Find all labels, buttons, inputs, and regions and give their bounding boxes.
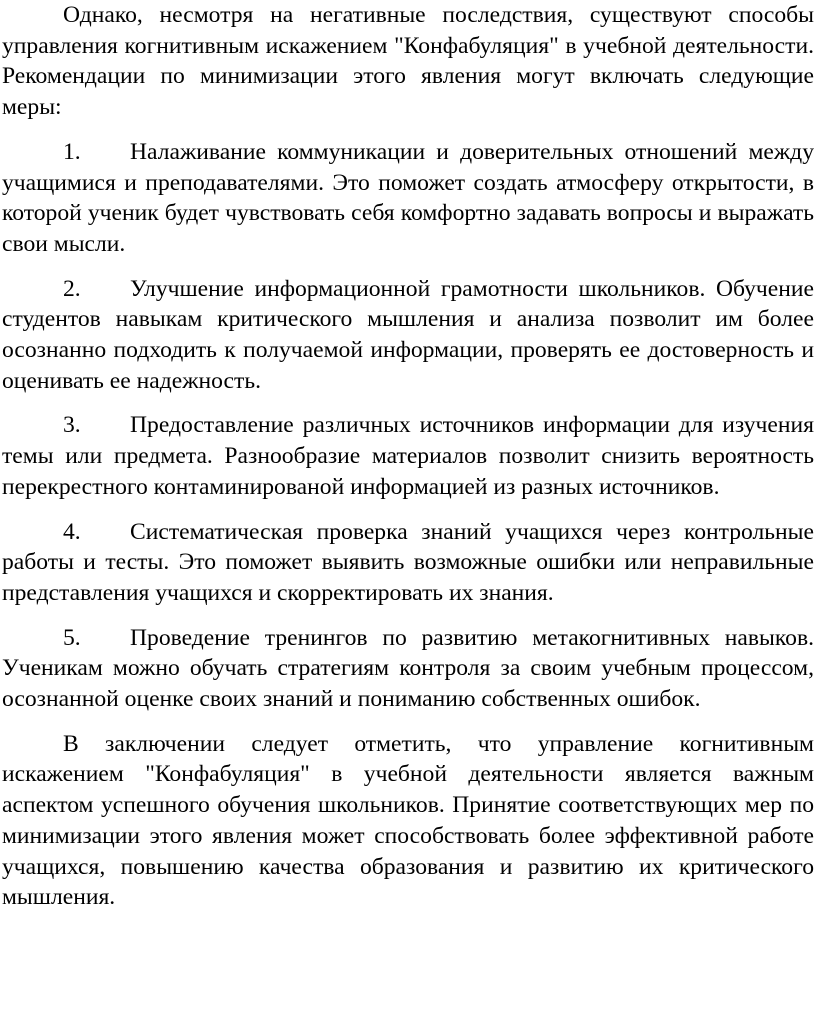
list-item-number: 3. [63, 412, 81, 439]
conclusion-paragraph: В заключении следует отметить, что управление когнитивным искажением "Конфабуляция" в учебной деятельности является важным аспектом успешного обучения школьников. Принятие соответствующих мер по минимизации этого явления может способствовать более эффективной работе учащихся, повышению качества образования и развитию их критического мышления. [2, 730, 814, 911]
list-item-3 [2, 410, 814, 502]
list-item-4 [2, 517, 814, 609]
list-item-text: Проведение тренингов по развитию метакогнитивных навыков. Ученикам можно обучать стратегиям контроля за своим учебным процессом, осознанной оценке своих знаний и пониманию собственных ошибок. [2, 624, 814, 713]
list-item-number: 1. [63, 138, 81, 165]
document-page [2, 0, 814, 913]
list-item-2 [2, 274, 814, 397]
list-item-text: Систематическая проверка знаний учащихся через контрольные работы и тесты. Это поможет выявить возможные ошибки или неправильные представления учащихся и скорректировать их знания. [2, 518, 814, 606]
list-item-text: Улучшение информационной грамотности школьников. Обучение студентов навыкам критического мышления и анализа позволит им более осознанно подходить к получаемой информации, проверять ее достоверность и оценивать ее надежность. [2, 275, 814, 394]
list-item-1 [2, 137, 814, 260]
list-item-text: Налаживание коммуникации и доверительных отношений между учащимися и преподавателями. Это поможет создать атмосферу открытости, в которой ученик будет чувствовать себя комфортно задавать вопросы и выражать свои мысли. [2, 138, 814, 257]
list-item-number: 2. [63, 275, 81, 302]
list-item-number: 5. [63, 624, 81, 651]
list-item-number: 4. [63, 518, 81, 545]
list-item-5 [2, 623, 814, 715]
intro-paragraph: Однако, несмотря на негативные последствия, существуют способы управления когнитивным искажением "Конфабуляция" в учебной деятельности. Рекомендации по минимизации этого явления могут включать следующие меры: [2, 2, 814, 121]
list-item-text: Предоставление различных источников информации для изучения темы или предмета. Разнообразие материалов позволит снизить вероятность перекрестного контаминированой информацией из разных источников. [2, 412, 814, 500]
